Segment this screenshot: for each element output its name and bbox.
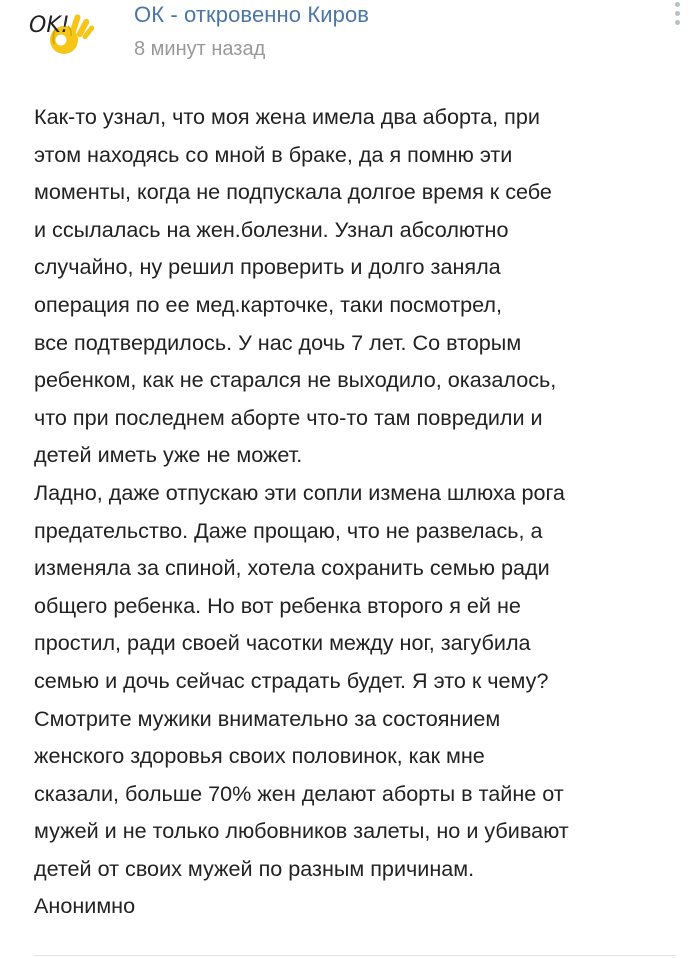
text-line: этом находясь со мной в браке, да я помню эти — [34, 141, 513, 167]
text-line: Как-то узнал, что моя жена имела два аборта, при — [34, 104, 540, 129]
text-line: и ссылалась на жен.болезни. Узнал абсолютно — [34, 216, 509, 242]
post-paragraph-1 — [34, 98, 674, 474]
post-paragraph-2 — [34, 474, 674, 925]
text-line: простил, ради своей часотки между ног, загубила — [34, 630, 531, 656]
ok-hand-gesture-icon — [28, 4, 96, 60]
text-line: семью и дочь сейчас страдать будет. Я это к чему? — [34, 667, 549, 693]
post-divider — [34, 955, 676, 956]
text-line: все подтвердилось. У нас дочь 7 лет. Со вторым — [34, 329, 522, 355]
text-line: изменяла за спиной, хотела сохранить семью ради — [34, 555, 550, 581]
post-header — [0, 0, 700, 80]
text-line: детей от своих мужей по разным причинам. — [34, 855, 475, 881]
vertical-dots-icon — [675, 2, 680, 7]
more-options-button[interactable] — [670, 2, 684, 32]
text-line: предательство. Даже прощаю, что не развелась, а — [34, 517, 543, 543]
text-line: Смотрите мужики внимательно за состоянием — [34, 705, 501, 731]
text-line: общего ребенка. Но вот ребенка второго я ей не — [34, 592, 521, 618]
text-line: Ладно, даже отпускаю эти сопли измена шлюха рога — [34, 479, 565, 505]
text-line: случайно, ну решил проверить и долго заняла — [34, 254, 501, 280]
post-timestamp: 8 минут назад — [134, 38, 266, 60]
group-avatar[interactable] — [28, 4, 96, 60]
text-line: ребенком, как не старался не выходило, оказалось, — [34, 367, 557, 393]
text-line: сказали, больше 70% жен делают аборты в тайне от — [34, 780, 564, 806]
post-signature: Анонимно — [34, 893, 136, 919]
text-line: мужей и не только любовников залеты, но и убивают — [34, 818, 569, 844]
group-name-link[interactable]: ОК - откровенно Киров — [134, 2, 370, 27]
post-body — [34, 98, 674, 925]
text-line: женского здоровья своих половинок, как мне — [34, 743, 485, 769]
svg-text:OK!: OK! — [29, 13, 70, 38]
text-line: операция по ее мед.карточке, таки посмотрел, — [34, 291, 502, 317]
text-line: что при последнем аборте что-то там повредили и — [34, 404, 543, 430]
text-line: детей иметь уже не может. — [34, 442, 303, 468]
text-line: моменты, когда не подпускала долгое время к себе — [34, 179, 552, 205]
